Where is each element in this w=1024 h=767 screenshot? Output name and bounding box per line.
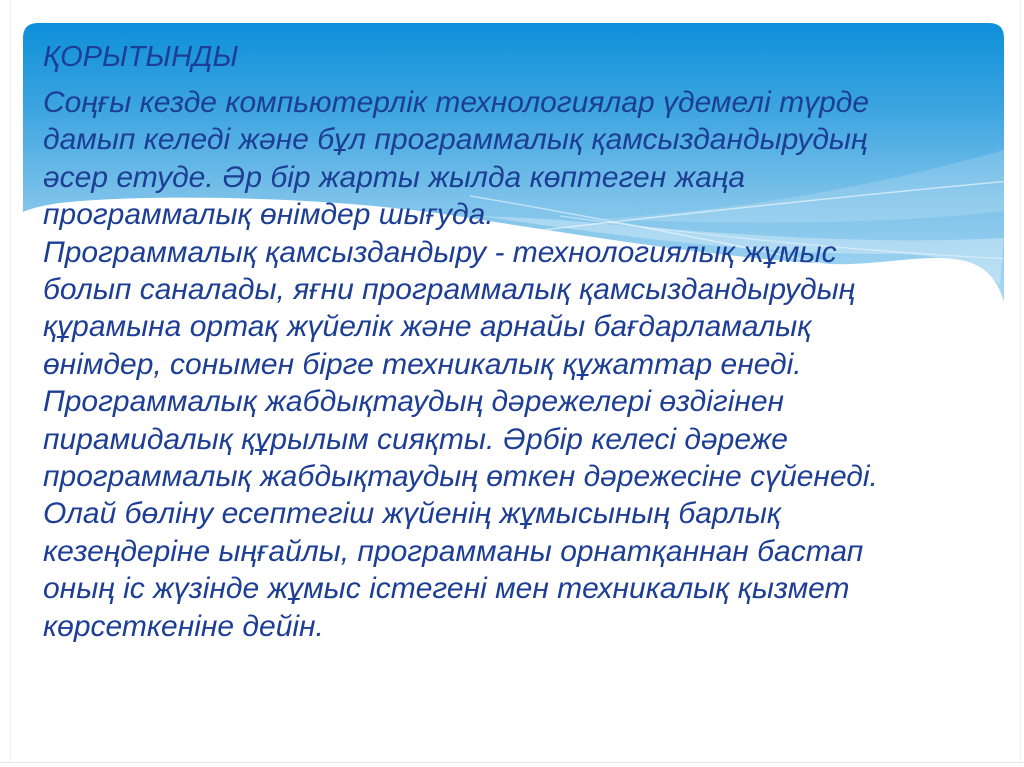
viewer-bottom-edge-line bbox=[0, 762, 1024, 763]
slide-body-line: дамып келеді және бұл программалық қамсыздандырудың bbox=[43, 123, 868, 157]
slide-body-line: болып саналады, яғни программалық қамсыздандырудың bbox=[43, 273, 856, 307]
slide-body-line: құрамына ортақ жүйелік және арнайы бағдарламалық bbox=[43, 310, 812, 344]
slide-body-line: Олай бөліну есептегіш жүйенің жұмысының барлық bbox=[43, 497, 782, 531]
slide-title: ҚОРЫТЫНДЫ bbox=[43, 41, 239, 73]
slide-body-line: Программалық жабдықтаудың дәрежелері өздігінен bbox=[43, 385, 785, 419]
viewer-left-edge-line bbox=[10, 0, 11, 762]
slide-text-block bbox=[43, 40, 1008, 645]
slide-body-line: программалық жабдықтаудың өткен дәрежесіне сүйенеді. bbox=[43, 460, 878, 494]
slide-body-text bbox=[43, 84, 1008, 645]
slide-body-line: оның іс жүзінде жұмыс істегені мен техникалық қызмет bbox=[43, 572, 850, 606]
slide-body-line: пирамидалық құрылым сияқты. Әрбір келесі дәреже bbox=[43, 422, 788, 456]
slide-body-line: Соңғы кезде компьютерлік технологиялар үдемелі түрде bbox=[43, 86, 870, 119]
slide-body-line: әсер етуде. Әр бір жарты жылда көптеген жаңа bbox=[43, 160, 746, 194]
slide-body-line: кезеңдеріне ыңғайлы, программаны орнатқаннан бастап bbox=[43, 534, 864, 568]
slide-body-line: программалық өнімдер шығуда. bbox=[43, 198, 494, 232]
viewer-right-edge-line bbox=[1020, 0, 1021, 762]
slide-body-line: өнімдер, сонымен бірге техникалық құжаттар енеді. bbox=[43, 347, 802, 381]
slide-body-line: Программалық қамсыздандыру - технологиялық жұмыс bbox=[43, 235, 837, 269]
slide-body-line: көрсеткеніне дейін. bbox=[43, 609, 324, 643]
